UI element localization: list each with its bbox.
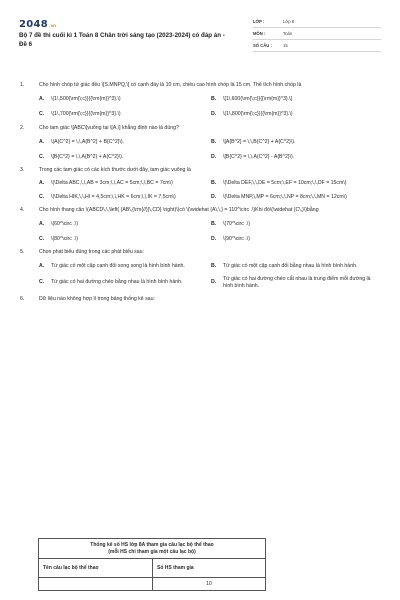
question-2	[20, 125, 382, 162]
option-text: \(1\,800{\rm{\;c}}{{\rm{m}}^3}.\)	[223, 111, 293, 118]
question-3	[20, 167, 382, 201]
option-letter: A.	[39, 262, 45, 269]
option-c[interactable]	[39, 154, 211, 161]
option-letter: A.	[39, 180, 45, 187]
option-text: \(70^\circ .\)	[223, 221, 250, 228]
option-letter: C.	[39, 154, 45, 161]
question-number: 2.	[20, 124, 25, 131]
option-c[interactable]	[39, 236, 211, 243]
option-letter: D.	[211, 154, 217, 161]
option-c[interactable]	[39, 194, 211, 201]
option-letter: A.	[39, 96, 45, 103]
question-text: Cho tam giác \[ABC\]vuông tại \[A,\] khẳng định nào là đúng?	[39, 124, 179, 131]
option-letter: B.	[211, 262, 217, 269]
question-number: 4.	[20, 206, 25, 213]
brand-suffix: .vn	[49, 23, 57, 28]
option-c[interactable]	[39, 276, 211, 290]
table-cell-value: 10	[153, 578, 266, 591]
option-letter: D.	[211, 279, 217, 286]
option-letter: B.	[211, 138, 217, 145]
meta-label: SỐ CÂU :	[253, 43, 272, 48]
option-letter: B.	[211, 221, 217, 228]
table-row	[39, 578, 266, 591]
option-letter: C.	[39, 111, 45, 118]
question-4	[20, 207, 382, 244]
option-d[interactable]	[211, 276, 383, 290]
option-text: \[B{C^2} = \,\,A{B^2} + A{C^2}\).	[51, 154, 124, 161]
question-number: 1.	[20, 82, 25, 88]
question-number: 3.	[20, 167, 25, 174]
question-number: 5.	[20, 249, 25, 256]
option-a[interactable]	[39, 221, 211, 228]
meta-label: LỚP :	[253, 19, 265, 24]
brand-name: 2048	[19, 19, 49, 30]
option-letter: C.	[39, 193, 45, 200]
option-text: \(\Delta ABC,\,\,AB = 3cm;\,\,AC = 5cm;\,\,BC = 7cm\)	[51, 180, 173, 187]
option-text: \(90^\circ .\)	[223, 236, 250, 243]
option-text: \(1\,700{\rm{\;c}}{{\rm{m}}^3}.\)	[51, 111, 121, 118]
option-letter: C.	[39, 279, 45, 286]
option-b[interactable]	[211, 96, 383, 103]
option-text: Tứ giác có hai đường chéo bằng nhau là hình bình hành.	[51, 279, 183, 286]
question-5	[20, 249, 382, 290]
option-letter: D.	[211, 236, 217, 243]
option-a[interactable]	[39, 180, 211, 187]
meta-value: 15	[283, 43, 288, 48]
option-letter: A.	[39, 221, 45, 228]
table-title-line-2: (mỗi HS chỉ tham gia một câu lạc bộ)	[108, 549, 196, 555]
document-title: Bộ 7 đề thi cuối kì 1 Toán 8 Chân trời sáng tạo (2023-2024) có đáp án - Đề 6	[19, 32, 225, 48]
meta-panel	[253, 16, 381, 52]
question-number: 6.	[20, 296, 25, 303]
option-text: \(1\,500{\rm{\;c}}{{\rm{m}}^3}.\)	[51, 96, 121, 103]
question-text: Cho hình thang cân \(ABCD\,\,\left( {AB\,{\rm{//}}\,CD} \right)\)có \(\widehat {A\,\,} = 110^\circ .\)Khi đó\(\widehat {C\,}\)bằng	[39, 206, 319, 213]
meta-value: Lớp 8	[283, 19, 295, 24]
option-text: \(\Delta HIK,\,\,HI = 4,5cm;\,\,HK = 6cm;\,\,IK = 7,5cm\)	[51, 193, 176, 200]
option-text: \(A{C^2} = \,\,A{B^2} + B{C^2}\).	[51, 138, 125, 145]
option-text: \[1\,600{\rm{\;c}}{{\rm{m}}^3}.\]	[223, 96, 293, 103]
option-text: \(60^\circ .\)	[51, 221, 78, 228]
option-text: \[B{C^2} = \,\,A{C^2} - A{B^2}\).	[223, 154, 295, 161]
option-text: Tứ giác có một cặp cạnh đối song song là hình bình hành.	[51, 262, 185, 269]
option-text: Tứ giác có hai đường chéo cắt nhau là trung điểm mỗi đường là hình bình hành.	[223, 275, 371, 290]
option-a[interactable]	[39, 139, 211, 146]
question-list	[20, 82, 382, 303]
meta-value: Toán	[283, 31, 293, 36]
option-letter: B.	[211, 180, 217, 187]
option-d[interactable]	[211, 194, 383, 201]
option-b[interactable]	[211, 263, 383, 270]
option-d[interactable]	[211, 236, 383, 243]
table-title-line-1: Thống kê số HS lớp 8A tham gia câu lạc bộ thể thao	[90, 542, 214, 548]
meta-label: MÔN :	[253, 31, 266, 36]
table-title	[39, 539, 266, 559]
statistics-table	[38, 538, 266, 591]
option-d[interactable]	[211, 154, 383, 161]
meta-row-count	[253, 40, 381, 52]
option-a[interactable]	[39, 263, 211, 270]
table-column-header-count: Số HS tham gia	[153, 559, 266, 578]
question-6	[20, 296, 382, 303]
option-letter: C.	[39, 236, 45, 243]
option-letter: B.	[211, 96, 217, 103]
option-letter: D.	[211, 193, 217, 200]
meta-row-class	[253, 16, 381, 28]
option-a[interactable]	[39, 96, 211, 103]
table-column-header-club: Tên câu lạc bộ thể thao	[39, 559, 153, 578]
option-b[interactable]	[211, 180, 383, 187]
option-text: \[A{B^2} = \,\,B{C^2} + A{C^2}\).	[223, 138, 296, 145]
meta-row-subject	[253, 28, 381, 40]
option-letter: A.	[39, 138, 45, 145]
brand-logo	[19, 19, 56, 30]
question-text: Dữ liệu nào không hợp lí trong bảng thống kê sau:	[39, 296, 155, 303]
option-d[interactable]	[211, 111, 383, 118]
option-c[interactable]	[39, 111, 211, 118]
question-text: Cho hình chóp tứ giác đều \[S.MNPQ,\] có cạnh đáy là 10 cm, chiều cao hình chóp là 15 cm. Thể tích hình chóp là	[39, 82, 302, 88]
option-letter: D.	[211, 111, 217, 118]
table-cell	[39, 578, 153, 591]
option-b[interactable]	[211, 221, 383, 228]
question-text: Trong các tam giác có các kích thước dưới đây, tam giác vuông là	[39, 167, 191, 174]
option-b[interactable]	[211, 139, 383, 146]
question-1	[20, 82, 382, 119]
option-text: \(80^\circ .\)	[51, 236, 78, 243]
option-text: \(\Delta MNP,\,MP = 6cm;\,\,NP = 8cm;\,\,MN = 12cm\)	[223, 193, 347, 200]
option-text: \(\Delta DEF,\,\,DE = 5cm;\,EF = 10cm;\,\,DF = 15cm\)	[223, 180, 347, 187]
option-text: Tứ giác có một cặp cạnh đối bằng nhau là hình bình hành.	[223, 262, 358, 269]
question-text: Chọn phát biểu đúng trong các phát biểu sau:	[39, 249, 144, 256]
